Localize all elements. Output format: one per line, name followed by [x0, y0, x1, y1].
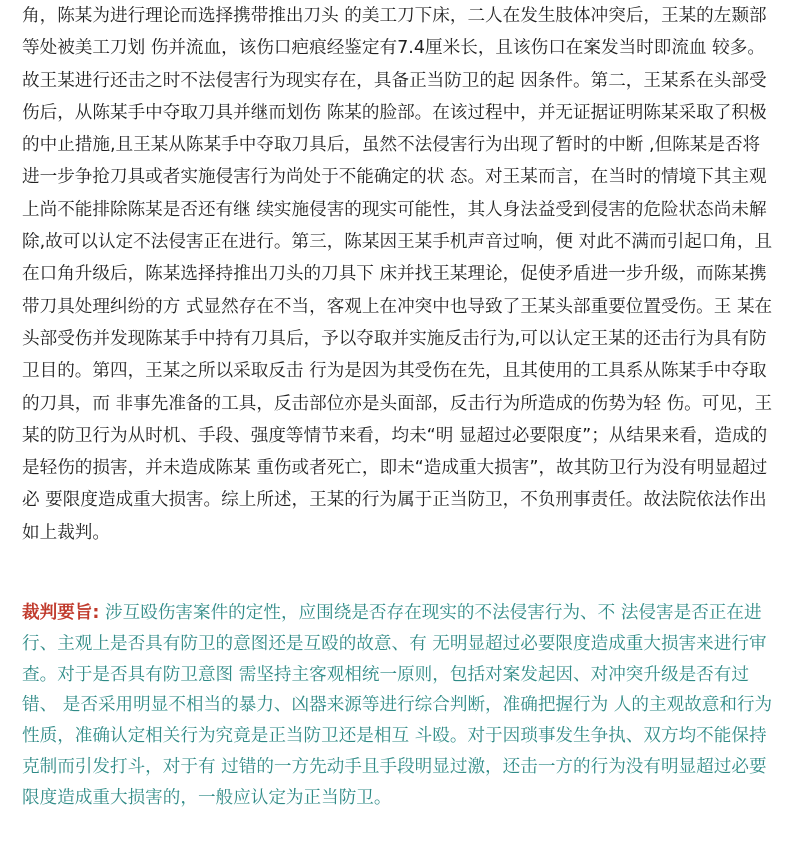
- body-line: 等处被美工刀划 伤并流血，该伤口疤痕经鉴定有7.4厘米长，且该伤口在案发当时即流血 较多。: [22, 38, 765, 59]
- body-line: 必 要限度造成重大损害。综上所述，王某的行为属于正当防卫，不负刑事责任。故法院依法作出: [22, 490, 767, 511]
- summary-line: 克制而引发打斗，对于有 过错的一方先动手且手段明显过激，还击一方的行为没有明显超过必要: [22, 756, 767, 777]
- summary-line-text: 涉互殴伤害案件的定性，应围绕是否存在现实的不法侵害行为、不 法侵害是否正在进: [99, 603, 762, 623]
- body-line: 进一步争抢刀具或者实施侵害行为尚处于不能确定的状 态。对王某而言，在当时的情境下其主观: [22, 167, 767, 188]
- body-line: 在口角升级后，陈某选择持推出刀头的刀具下 床并找王某理论，促使矛盾进一步升级，而陈某携: [22, 264, 767, 285]
- body-line: 上尚不能排除陈某是否还有继 续实施侵害的现实可能性，其人身法益受到侵害的危险状态尚未解: [22, 199, 767, 220]
- body-line: 故王某进行还击之时不法侵害行为现实存在，具备正当防卫的起 因条件。第二，王某系在头部受: [22, 70, 767, 91]
- summary-line: 错、 是否采用明显不相当的暴力、凶器来源等进行综合判断，准确把握行为 人的主观故意和行为: [22, 695, 773, 716]
- judgment-reasoning-paragraph: [22, 0, 792, 549]
- body-line: 角，陈某为进行理论而选择携带推出刀头 的美工刀下床，二人在发生肢体冲突后，王某的左颞部: [22, 6, 767, 26]
- body-line: 除,故可以认定不法侵害正在进行。第三，陈某因王某手机声音过响，便 对此不满而引起口角，且: [22, 232, 773, 253]
- body-line: 某的防卫行为从时机、手段、强度等情节来看，均未“明 显超过必要限度”；从结果来看，造成的: [22, 425, 768, 446]
- body-line: 是轻伤的损害，并未造成陈某 重伤或者死亡，即未“造成重大损害”，故其防卫行为没有明显超过: [22, 458, 768, 479]
- body-line: 的中止措施,且王某从陈某手中夺取刀具后，虽然不法侵害行为出现了暂时的中断 ,但陈某是否将: [22, 135, 761, 156]
- body-line: 带刀具处理纠纷的方 式显然存在不当，客观上在冲突中也导致了王某头部重要位置受伤。王 某在: [22, 296, 773, 317]
- summary-line: 行、主观上是否具有防卫的意图还是互殴的故意、有 无明显超过必要限度造成重大损害来进行审: [22, 633, 767, 654]
- body-line: 头部受伤并发现陈某手中持有刀具后，予以夺取并实施反击行为,可以认定王某的还击行为具有防: [22, 328, 767, 349]
- summary-line: 限度造成重大损害的，一般应认定为正当防卫。: [22, 787, 392, 808]
- summary-label: 裁判要旨:: [22, 603, 100, 623]
- body-line: 如上裁判。: [22, 522, 110, 543]
- summary-line: 查。对于是否具有防卫意图 需坚持主客观相统一原则，包括对案发起因、对冲突升级是否有过: [22, 664, 749, 685]
- body-line: 的刀具，而 非事先准备的工具，反击部位亦是头面部，反击行为所造成的伤势为轻 伤。可见，王: [22, 393, 773, 414]
- summary-line: 性质，准确认定相关行为究竟是正当防卫还是相互 斗殴。对于因琐事发生争执、双方均不能保持: [22, 726, 767, 747]
- body-line: 卫目的。第四，王某之所以采取反击 行为是因为其受伤在先，且其使用的工具系从陈某手中夺取: [22, 361, 767, 382]
- summary-line: [22, 598, 792, 629]
- judgment-summary-paragraph: [22, 598, 792, 814]
- body-line: 伤后，从陈某手中夺取刀具并继而划伤 陈某的脸部。在该过程中，并无证据证明陈某采取了积极: [22, 102, 767, 123]
